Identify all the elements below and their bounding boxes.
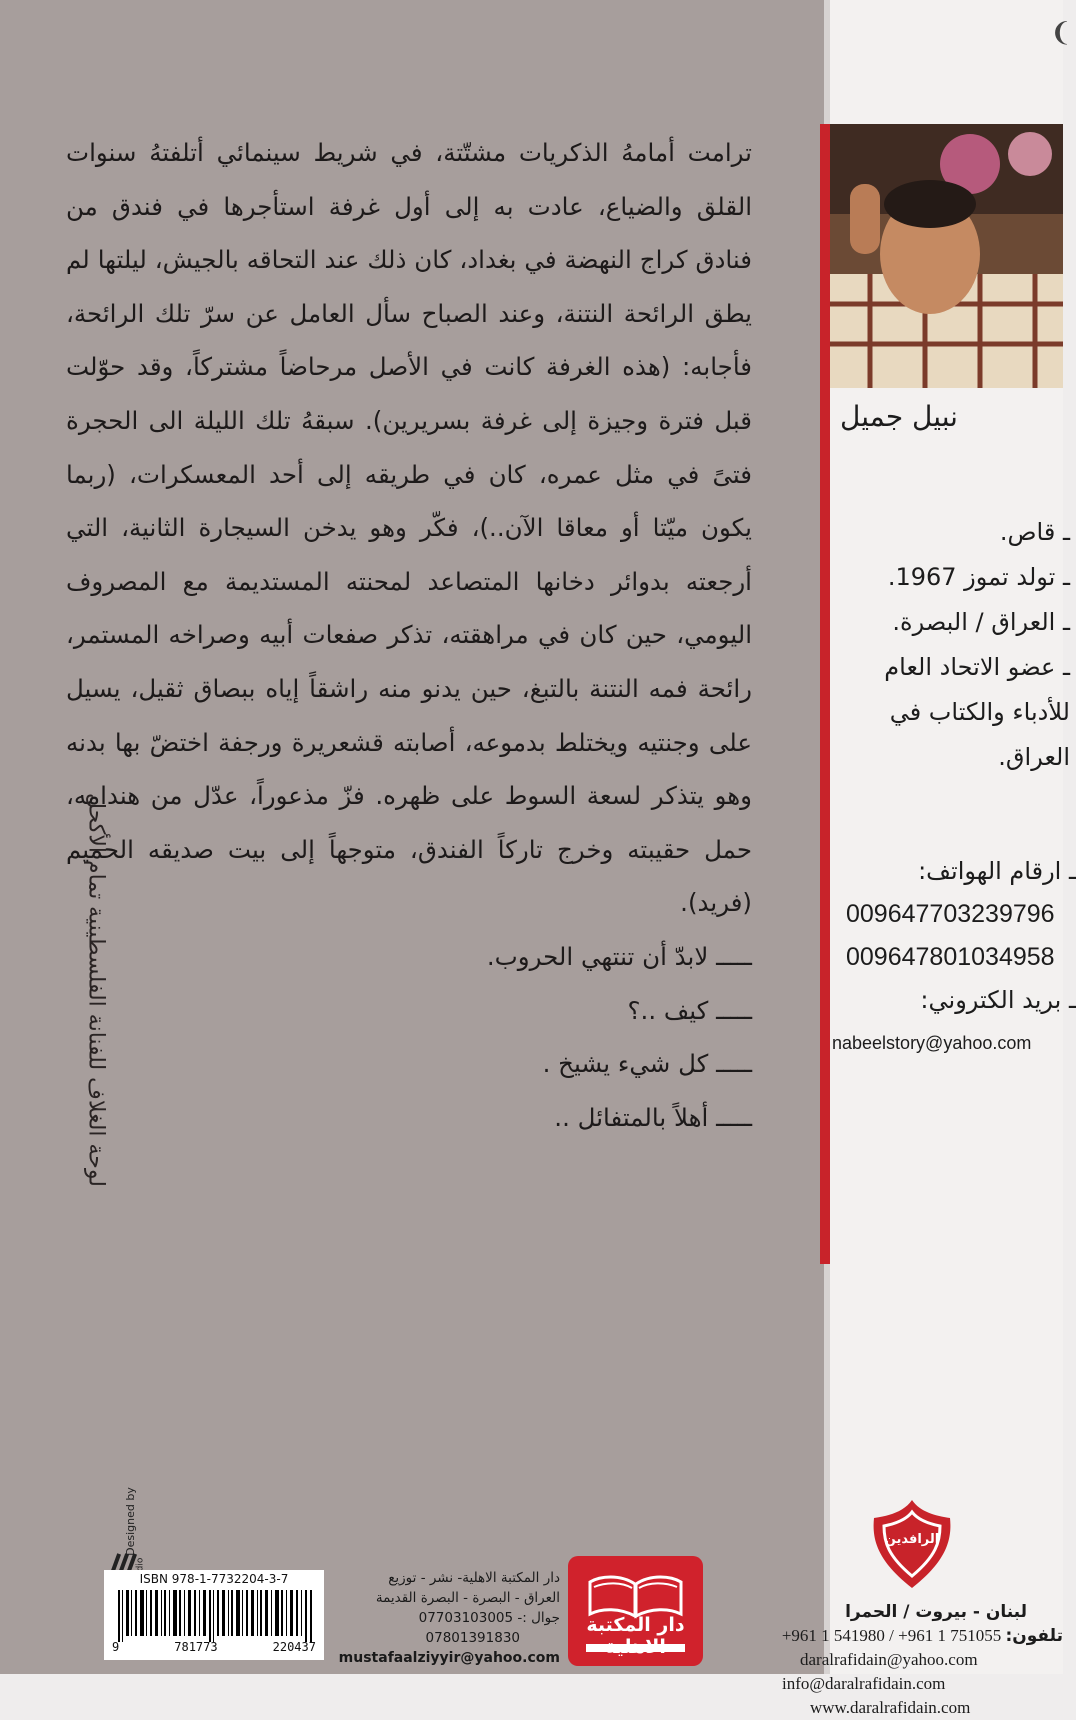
phone-number-2: 009647801034958 (846, 943, 1055, 971)
cover-art-credit: لوحة الغلاف للفنانة الفلسطينية تمام الأكحل (83, 793, 109, 1187)
red-accent-strip (820, 124, 830, 1264)
story-excerpt-paragraph: ترامت أمامهُ الذكريات مشتّتة، في شريط سينمائي أتلفتهُ سنوات القلق والضياع، عادت به إلى أول غرفة استأجرها في فندق من فنادق كراج النهضة في بغداد، كان ذلك عند التحاقه بالجيش، ليلتها لم يطق الرائحة النتنة، وعند الصباح سأل العامل عن سرّ تلك الرائحة، فأجابه: (هذه الغرفة كانت في الأصل مرحاضاً مشتركاً، وقد حوّلت قبل فترة وجيزة إلى غرفة بسريرين). سبقهُ تلك الليلة الى الحجرة فتىً في مثل عمره، كان في طريقه إلى أحد المعسكرات، (ربما يكون ميّتا أو معاقا الآن..)، فكّر وهو يدخن السيجارة الثانية، التي أرجعته بدوائر دخانها المتصاعد لمحنته المستديمة مع المصروف اليومي، حين كان في مراهقته، تذكر صفعات أبيه وصراخه المستمر، رائحة فمه النتنة بالتبغ، حين يدنو منه راشقاً إياه ببصاق ثقيل، يسيل على وجنتيه ويختلط بدموعه، أصابته قشعريرة ورجفة اختضّ بها بدنه وهو يتذكر لسعة السوط على ظهره. فزّ مذعوراً، عدّل من هندامه، حمل حقيبته وخرج تاركاً الفندق، متوجهاً إلى بيت صديقه الحميم (فريد). (66, 138, 752, 918)
bio-line-6: العراق. (998, 743, 1070, 771)
rafidain-email-2: info@daralrafidain.com (782, 1674, 946, 1693)
publisher-ahliya-line-2: العراق - البصرة - البصرة القديمة (375, 1590, 560, 1606)
author-portrait-image (830, 124, 1063, 388)
isbn-number: ISBN 978-1-7732204-3-7 (139, 1572, 289, 1586)
phones-label: ـ ارقام الهواتف: (918, 857, 1076, 885)
barcode-digits (104, 1640, 324, 1654)
rafidain-phones: +961 1 541980 / +961 1 751055 (781, 1626, 1002, 1645)
phone-number-1: 009647703239796 (846, 900, 1055, 928)
bio-line-1: ـ قاص. (999, 518, 1070, 546)
publisher-ahliya-logo (568, 1556, 703, 1666)
barcode-digit-prefix: 9 (112, 1640, 120, 1654)
rafidain-email-1: daralrafidain@yahoo.com (800, 1650, 978, 1669)
email-label: ـ بريد الكتروني: (920, 986, 1076, 1014)
publisher-ahliya-info (320, 1568, 560, 1668)
dialogue-line-1: ـــــ لابدّ أن تنتهي الحروب. (486, 941, 752, 971)
bio-line-5: للأدباء والكتاب في (889, 698, 1070, 726)
author-bio (830, 510, 1070, 780)
publisher-rafidain-info (752, 1600, 1063, 1720)
designed-by-label: Designed by (123, 1487, 137, 1556)
publisher-ahliya-line-1: دار المكتبة الاهلية- نشر - توزيع (388, 1570, 560, 1586)
author-email: nabeelstory@yahoo.com (832, 1033, 1032, 1053)
barcode-digit-group-2: 220437 (272, 1640, 316, 1654)
rafidain-logo-text: الرافدين (884, 1532, 940, 1547)
dialogue-line-2: ـــــ كيف ..؟ (627, 995, 752, 1025)
barcode-bars-icon (118, 1590, 314, 1642)
dialogue-line-3: ـــــ كل شيء يشيخ . (542, 1049, 752, 1079)
rafidain-phone-label: تلفون: (1005, 1626, 1063, 1646)
bio-line-2: ـ تولد تموز 1967. (887, 563, 1070, 591)
rafidain-phones-row (752, 1624, 1063, 1648)
dialogue-line-4: ـــــ أهلاً بالمتفائل .. (554, 1102, 752, 1132)
publisher-ahliya-email: mustafaalziyyir@yahoo.com (338, 1650, 560, 1666)
author-contacts (832, 850, 1076, 1065)
author-name: نبيل جميل (840, 400, 958, 433)
bio-line-3: ـ العراق / البصرة. (892, 608, 1070, 636)
rafidain-address: لبنان - بيروت / الحمرا (845, 1602, 1027, 1622)
rafidain-logo (866, 1498, 958, 1590)
isbn-barcode (104, 1570, 324, 1660)
author-photo (830, 124, 1063, 388)
barcode-digit-group-1: 781773 (174, 1640, 218, 1654)
corner-mark: ❨ (1050, 18, 1072, 48)
publisher-ahliya-line-4: 07801391830 (425, 1630, 520, 1646)
publisher-ahliya-line-3: جوال :- 07703103005 (418, 1610, 560, 1626)
back-cover-text (66, 126, 752, 1144)
bio-line-4: ـ عضو الاتحاد العام (884, 653, 1070, 681)
rafidain-website: www.daralrafidain.com (810, 1698, 971, 1717)
publisher-ahliya-logo-text: دار المكتبة الاهلية (586, 1614, 685, 1658)
